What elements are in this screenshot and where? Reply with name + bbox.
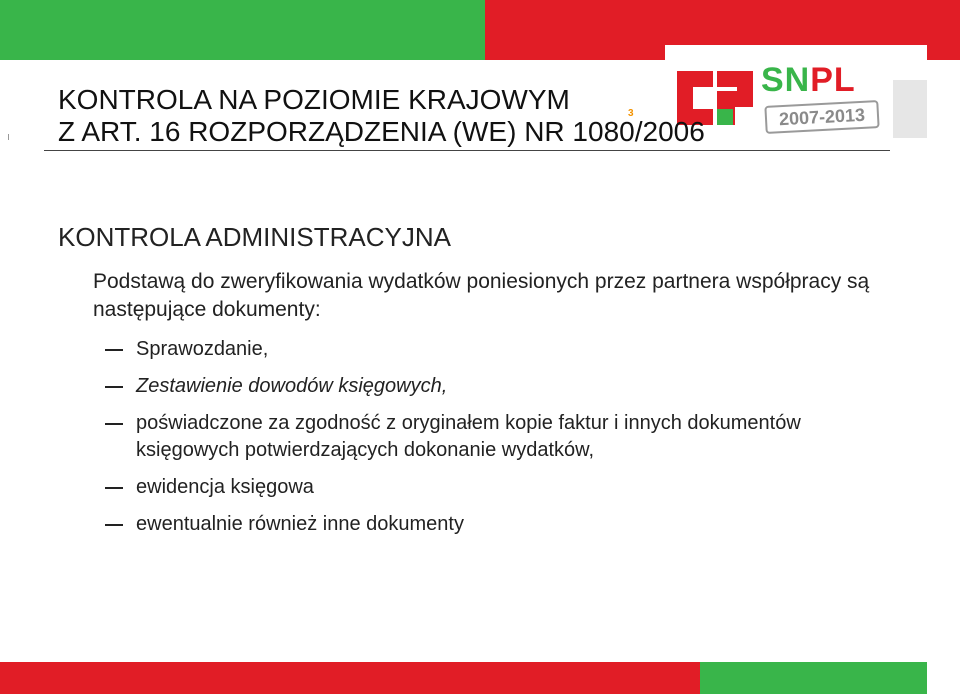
- logo-wordmark-sn: SN: [761, 61, 811, 99]
- list-item-text: ewidencja księgowa: [136, 476, 314, 498]
- section-heading: KONTROLA ADMINISTRACYJNA: [58, 222, 451, 252]
- logo-wordmark: [761, 61, 856, 100]
- list-item: [105, 410, 905, 464]
- dash-bullet-icon: [105, 524, 123, 526]
- dash-bullet-icon: [105, 487, 123, 489]
- bottom-color-band: [0, 662, 927, 694]
- list-item-text: Zestawienie dowodów księgowych,: [136, 375, 448, 397]
- list-item-text: poświadczone za zgodność z oryginałem kopie faktur i innych dokumentów księgowych potwierdzających dokonanie wydatków,: [136, 412, 801, 461]
- dash-bullet-icon: [105, 423, 123, 425]
- document-list: [105, 336, 905, 548]
- list-item: [105, 336, 905, 363]
- logo-years: 2007-2013: [764, 100, 879, 134]
- dash-bullet-icon: [105, 349, 123, 351]
- logo-wordmark-pl: PL: [810, 61, 856, 99]
- slide-number: 3: [628, 108, 634, 119]
- dash-bullet-icon: [105, 386, 123, 388]
- list-item-text: Sprawozdanie,: [136, 338, 269, 360]
- list-item: [105, 474, 905, 501]
- slide-title-line-2: Z ART. 16 ROZPORZĄDZENIA (WE) NR 1080/2006: [58, 116, 705, 147]
- top-band-green: [0, 0, 485, 60]
- logo-edge-block: [893, 80, 927, 138]
- bottom-band-red: [0, 662, 700, 694]
- intro-paragraph: Podstawą do zweryfikowania wydatków poniesionych przez partnera współpracy są następujące dokumenty:: [93, 270, 870, 321]
- list-item-text: ewentualnie również inne dokumenty: [136, 513, 464, 535]
- list-item: [105, 373, 905, 400]
- left-margin-mark: [8, 134, 9, 140]
- list-item: [105, 511, 905, 538]
- title-divider: [44, 150, 890, 151]
- bottom-band-green: [700, 662, 927, 694]
- slide-title: [58, 84, 705, 148]
- slide-title-line-1: KONTROLA NA POZIOMIE KRAJOWYM: [58, 84, 570, 115]
